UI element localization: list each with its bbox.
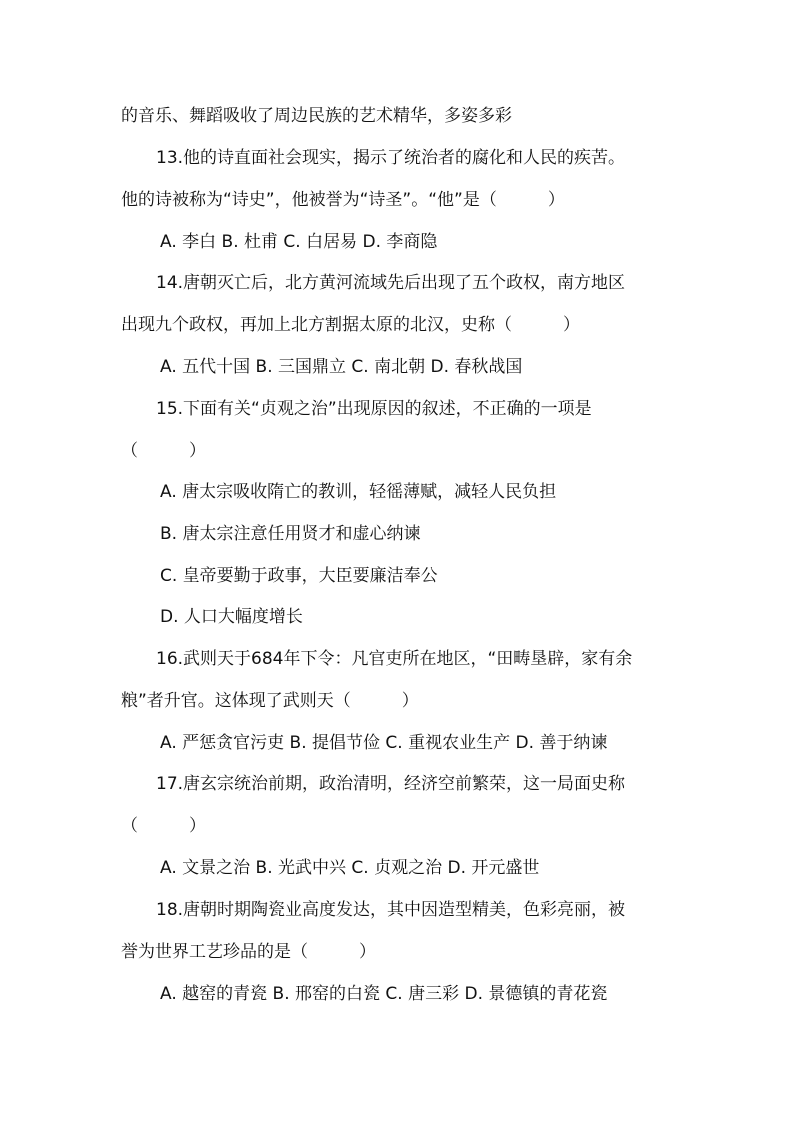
question-15-option-b: B. 唐太宗注意任用贤才和虚心纳谏	[160, 524, 421, 544]
question-17-stem-cont: （ ）	[121, 816, 206, 836]
question-15-option-c: C. 皇帝要勤于政事，大臣要廉洁奉公	[160, 566, 438, 586]
question-17-options: A. 文景之治 B. 光武中兴 C. 贞观之治 D. 开元盛世	[160, 858, 540, 878]
question-18-stem: 18.唐朝时期陶瓷业高度发达，其中因造型精美，色彩亮丽，被	[156, 900, 626, 920]
question-14-options: A. 五代十国 B. 三国鼎立 C. 南北朝 D. 春秋战国	[160, 357, 523, 377]
question-17-stem: 17.唐玄宗统治前期，政治清明，经济空前繁荣，这一局面史称	[156, 774, 626, 794]
question-15-stem: 15.下面有关“贞观之治”出现原因的叙述，不正确的一项是	[156, 399, 592, 419]
question-18-options: A. 越窑的青瓷 B. 邢窑的白瓷 C. 唐三彩 D. 景德镇的青花瓷	[160, 984, 608, 1004]
question-16-stem-cont: 粮”者升官。这体现了武则天（ ）	[121, 691, 419, 711]
question-13-stem: 13.他的诗直面社会现实，揭示了统治者的腐化和人民的疾苦。	[156, 148, 626, 168]
text-line-continuation: 的音乐、舞蹈吸收了周边民族的艺术精华，多姿多彩	[121, 106, 512, 126]
question-15-option-a: A. 唐太宗吸收隋亡的教训，轻徭薄赋，减轻人民负担	[160, 482, 557, 502]
question-16-options: A. 严惩贪官污吏 B. 提倡节俭 C. 重视农业生产 D. 善于纳谏	[160, 733, 608, 753]
question-15-stem-cont: （ ）	[121, 441, 206, 461]
question-13-options: A. 李白 B. 杜甫 C. 白居易 D. 李商隐	[160, 232, 438, 252]
question-15-option-d: D. 人口大幅度增长	[160, 607, 303, 627]
question-16-stem: 16.武则天于684年下令：凡官吏所在地区，“田畴垦辟，家有余	[156, 649, 633, 669]
question-13-stem-cont: 他的诗被称为“诗史”，他被誉为“诗圣”。“他”是（ ）	[121, 190, 565, 210]
question-14-stem: 14.唐朝灭亡后，北方黄河流域先后出现了五个政权，南方地区	[156, 273, 626, 293]
question-14-stem-cont: 出现九个政权，再加上北方割据太原的北汉，史称（ ）	[121, 315, 580, 335]
question-18-stem-cont: 誉为世界工艺珍品的是（ ）	[121, 942, 376, 962]
